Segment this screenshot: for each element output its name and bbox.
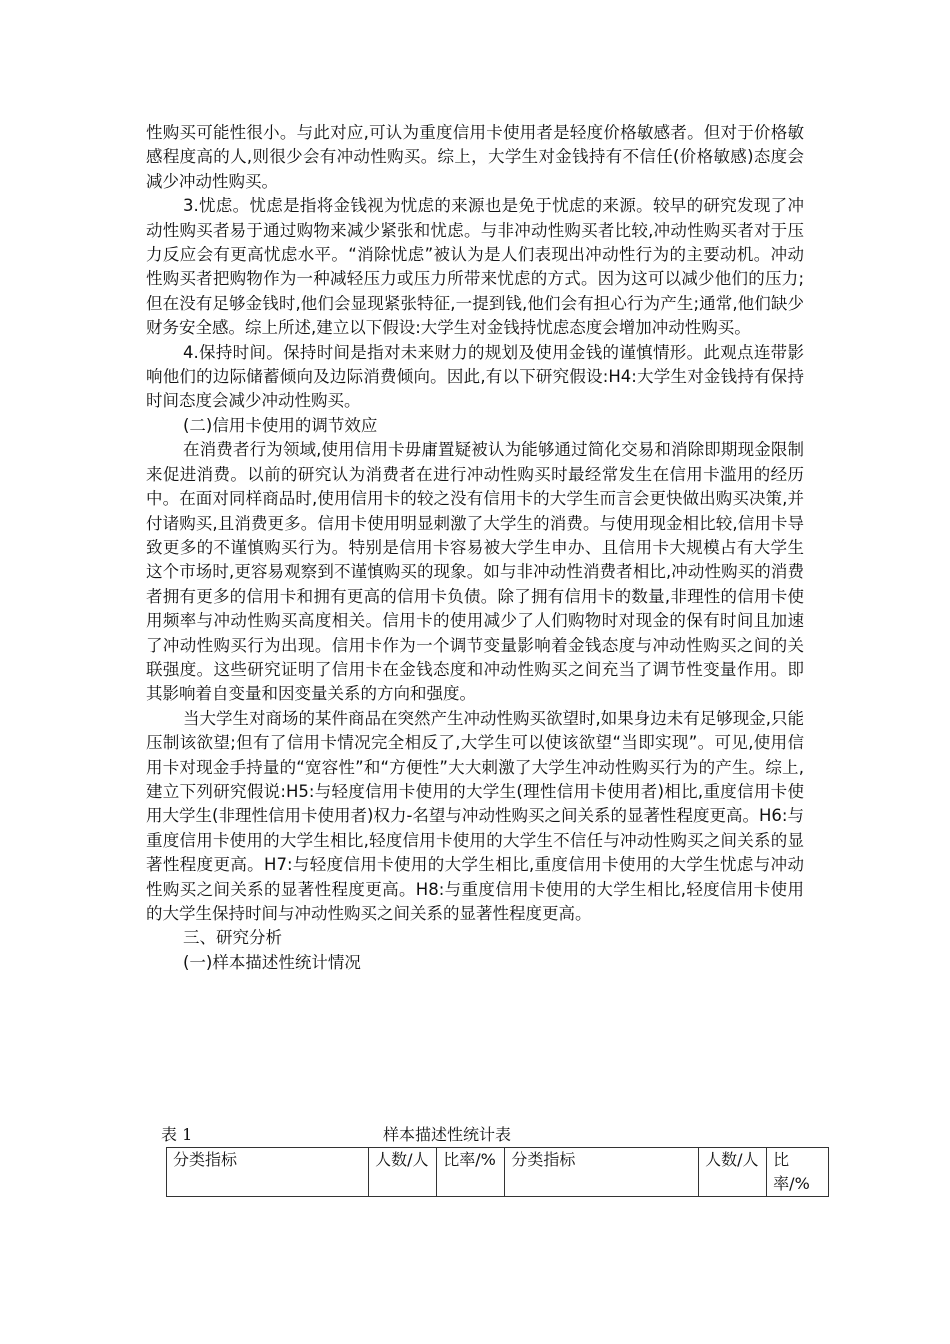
subheading-credit-card-moderation: (二)信用卡使用的调节效应 bbox=[183, 415, 378, 435]
paragraph-hypotheses: 当大学生对商场的某件商品在突然产生冲动性购买欲望时,如果身边未有足够现金,只能压制该欲望;但有了信用卡情况完全相反了,大学生可以使该欲望“当即实现”。可见,使用信用卡对现金手持量的“宽容性”和“方便性”大大刺激了大学生冲动性购买行为的产生。综上,建立下列研究假说:H5:与轻度信用卡使用的大学生(理性信用卡使用者)相比,重度信用卡使用大学生(非理性信用卡使用者)权力-名望与冲动性购买之间关系的显著性程度更高。H6:与重度信用卡使用的大学生相比,轻度信用卡使用的大学生不信任与冲动性购买之间关系的显著性程度更高。H7:与轻度信用卡使用的大学生相比,重度信用卡使用的大学生忧虑与冲动性购买之间关系的显著性程度更高。H8:与重度信用卡使用的大学生相比,轻度信用卡使用的大学生保持时间与冲动性购买之间关系的显著性程度更高。 bbox=[146, 708, 804, 923]
table-title: 样本描述性统计表 bbox=[383, 1125, 512, 1144]
paragraph-credit-card-effect: 在消费者行为领域,使用信用卡毋庸置疑被认为能够通过简化交易和消除即期现金限制来促进消费。以前的研究认为消费者在进行冲动性购买时最经常发生在信用卡滥用的经历中。在面对同样商品时,使用信用卡的较之没有信用卡的大学生而言会更快做出购买决策,并付诸购买,且消费更多。信用卡使用明显刺激了大学生的消费。与使用现金相比较,信用卡导致更多的不谨慎购买行为。特别是信用卡容易被大学生申办、且信用卡大规模占有大学生这个市场时,更容易观察到不谨慎购买的现象。如与非冲动性消费者相比,冲动性购买的消费者拥有更多的信用卡和拥有更高的信用卡负债。除了拥有信用卡的数量,非理性的信用卡使用频率与冲动性购买高度相关。信用卡的使用减少了人们购物时对现金的保有时间且加速了冲动性购买行为出现。信用卡作为一个调节变量影响着金钱态度与冲动性购买之间的关联强度。这些研究证明了信用卡在金钱态度和冲动性购买之间充当了调节性变量作用。即其影响着自变量和因变量关系的方向和强度。 bbox=[146, 440, 804, 704]
document-body bbox=[146, 121, 804, 975]
header-category-2: 分类指标 bbox=[505, 1148, 699, 1197]
header-count-2: 人数/人 bbox=[699, 1148, 767, 1197]
header-ratio-1: 比率/% bbox=[437, 1148, 505, 1197]
paragraph-continuation: 性购买可能性很小。与此对应,可认为重度信用卡使用者是轻度价格敏感者。但对于价格敏感程度高的人,则很少会有冲动性购买。综上，大学生对金钱持有不信任(价格敏感)态度会减少冲动性购买。 bbox=[146, 123, 804, 191]
paragraph-worry: 3.忧虑。忧虑是指将金钱视为忧虑的来源也是免于忧虑的来源。较早的研究发现了冲动性购买者易于通过购物来减少紧张和忧虑。与非冲动性购买者比较,冲动性购买者对于压力反应会有更高忧虑水平。“消除忧虑”被认为是人们表现出冲动性行为的主要动机。冲动性购买者把购物作为一种减轻压力或压力所带来忧虑的方式。因为这可以减少他们的压力;但在没有足够金钱时,他们会显现紧张特征,一提到钱,他们会有担心行为产生;通常,他们缺少财务安全感。综上所述,建立以下假设:大学生对金钱持忧虑态度会增加冲动性购买。 bbox=[146, 196, 804, 338]
subsection-heading: (一)样本描述性统计情况 bbox=[183, 952, 361, 972]
table-number: 表 1 bbox=[161, 1125, 193, 1144]
paragraph-retention-time: 4.保持时间。保持时间是指对未来财力的规划及使用金钱的谨慎情形。此观点连带影响他们的边际储蓄倾向及边际消费倾向。因此,有以下研究假设:H4:大学生对金钱持有保持时间态度会减少冲动性购买。 bbox=[146, 342, 804, 411]
section-heading: 三、研究分析 bbox=[183, 928, 282, 948]
header-count-1: 人数/人 bbox=[369, 1148, 437, 1197]
table-header-row bbox=[167, 1148, 829, 1197]
header-ratio-2: 比率/% bbox=[767, 1148, 829, 1197]
sample-statistics-table bbox=[166, 1147, 829, 1197]
header-category-1: 分类指标 bbox=[167, 1148, 369, 1197]
